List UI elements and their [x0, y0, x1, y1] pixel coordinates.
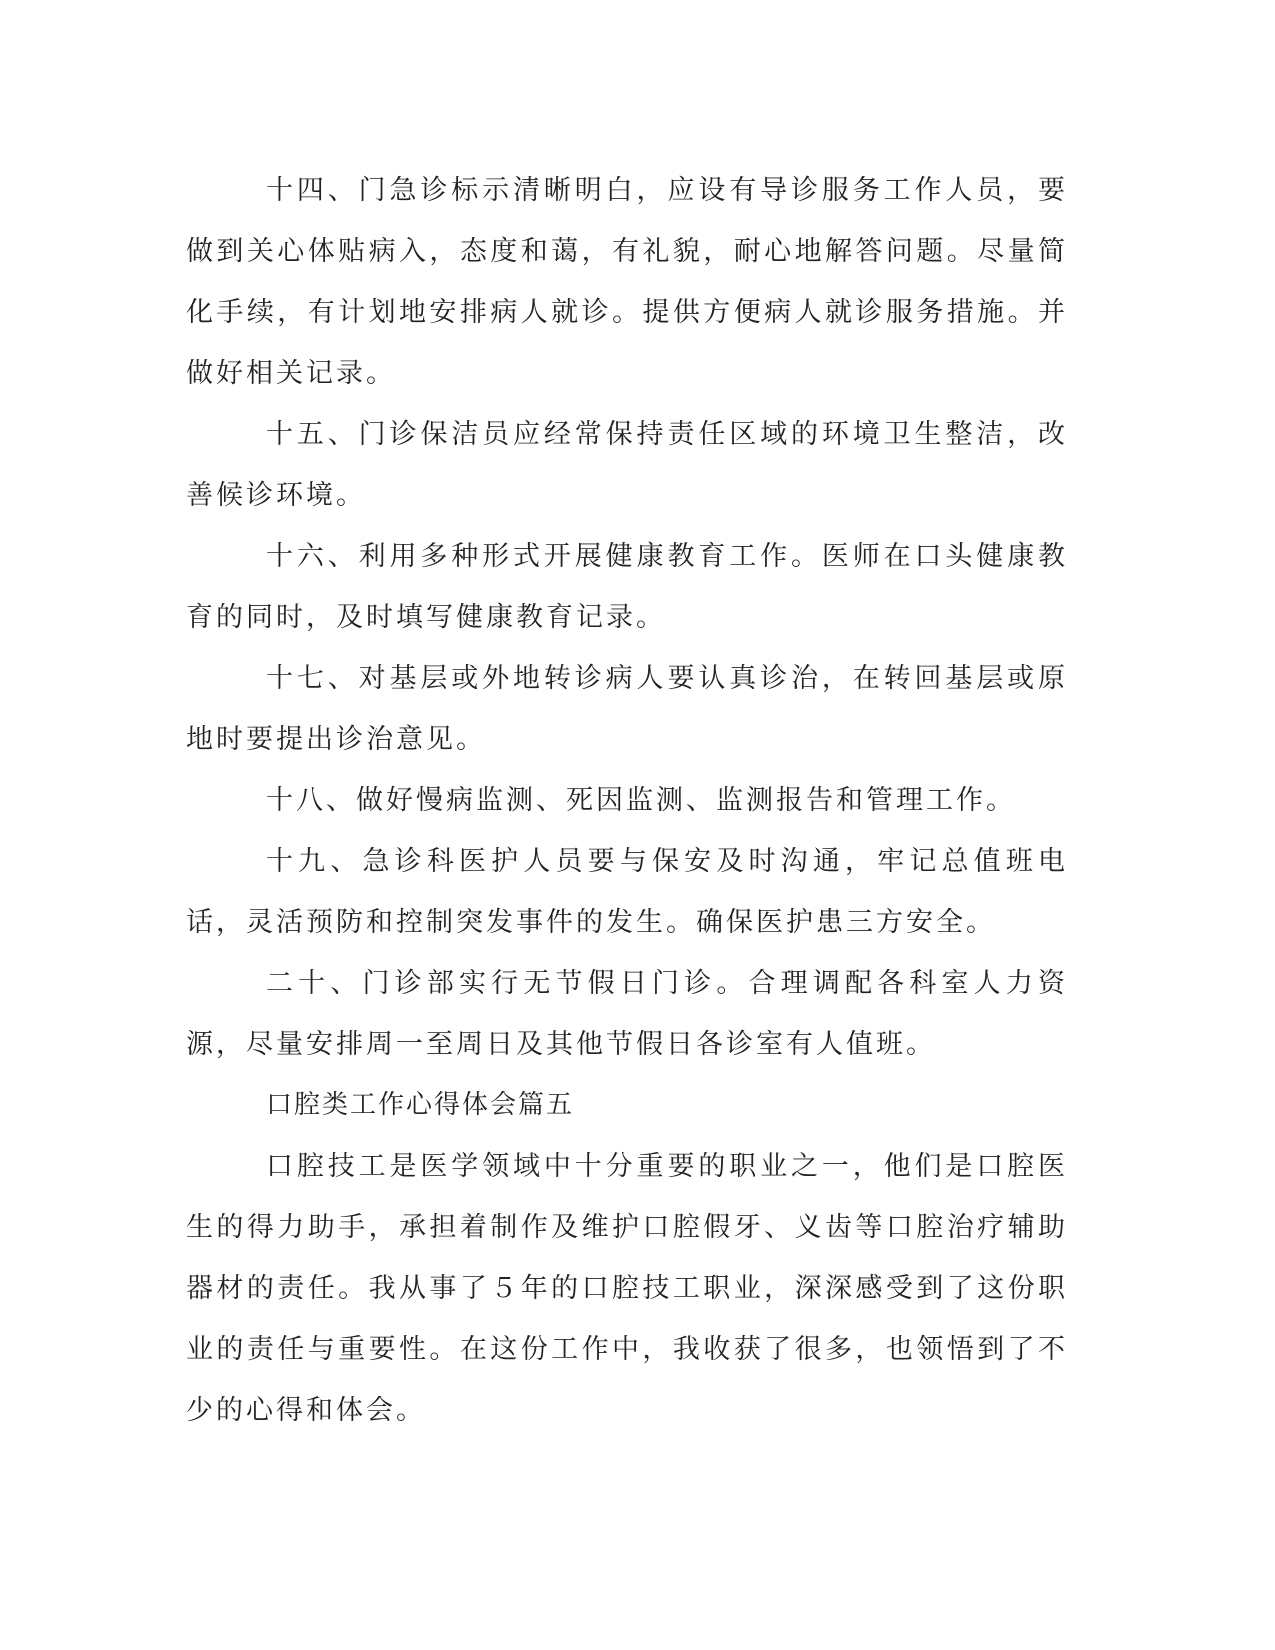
- section-heading: 口腔类工作心得体会篇五: [266, 1090, 575, 1120]
- paragraph-eighteen: 十八、做好慢病监测、死因监测、监测报告和管理工作。: [266, 785, 1016, 816]
- paragraph-sixteen: 十六、利用多种形式开展健康教育工作。医师在口头健康教育的同时，及时填写健康教育记录。: [186, 541, 1068, 633]
- paragraph-twenty: 二十、门诊部实行无节假日门诊。合理调配各科室人力资源，尽量安排周一至周日及其他节假日各诊室有人值班。: [186, 968, 1068, 1060]
- paragraph-seventeen: 十七、对基层或外地转诊病人要认真诊治，在转回基层或原地时要提出诊治意见。: [186, 663, 1068, 755]
- section-paragraph: 口腔技工是医学领域中十分重要的职业之一，他们是口腔医生的得力助手，承担着制作及维护口腔假牙、义齿等口腔治疗辅助器材的责任。我从事了５年的口腔技工职业，深深感受到了这份职业的责任与重要性。在这份工作中，我收获了很多，也领悟到了不少的心得和体会。: [186, 1151, 1068, 1426]
- document-body: [186, 160, 1068, 1441]
- paragraph-fifteen: 十五、门诊保洁员应经常保持责任区域的环境卫生整洁，改善候诊环境。: [186, 419, 1068, 511]
- paragraph-nineteen: 十九、急诊科医护人员要与保安及时沟通，牢记总值班电话，灵活预防和控制突发事件的发生。确保医护患三方安全。: [186, 846, 1068, 938]
- paragraph-fourteen: 十四、门急诊标示清晰明白，应设有导诊服务工作人员，要做到关心体贴病入，态度和蔼，有礼貌，耐心地解答问题。尽量简化手续，有计划地安排病人就诊。提供方便病人就诊服务措施。并做好相关记录。: [186, 175, 1068, 389]
